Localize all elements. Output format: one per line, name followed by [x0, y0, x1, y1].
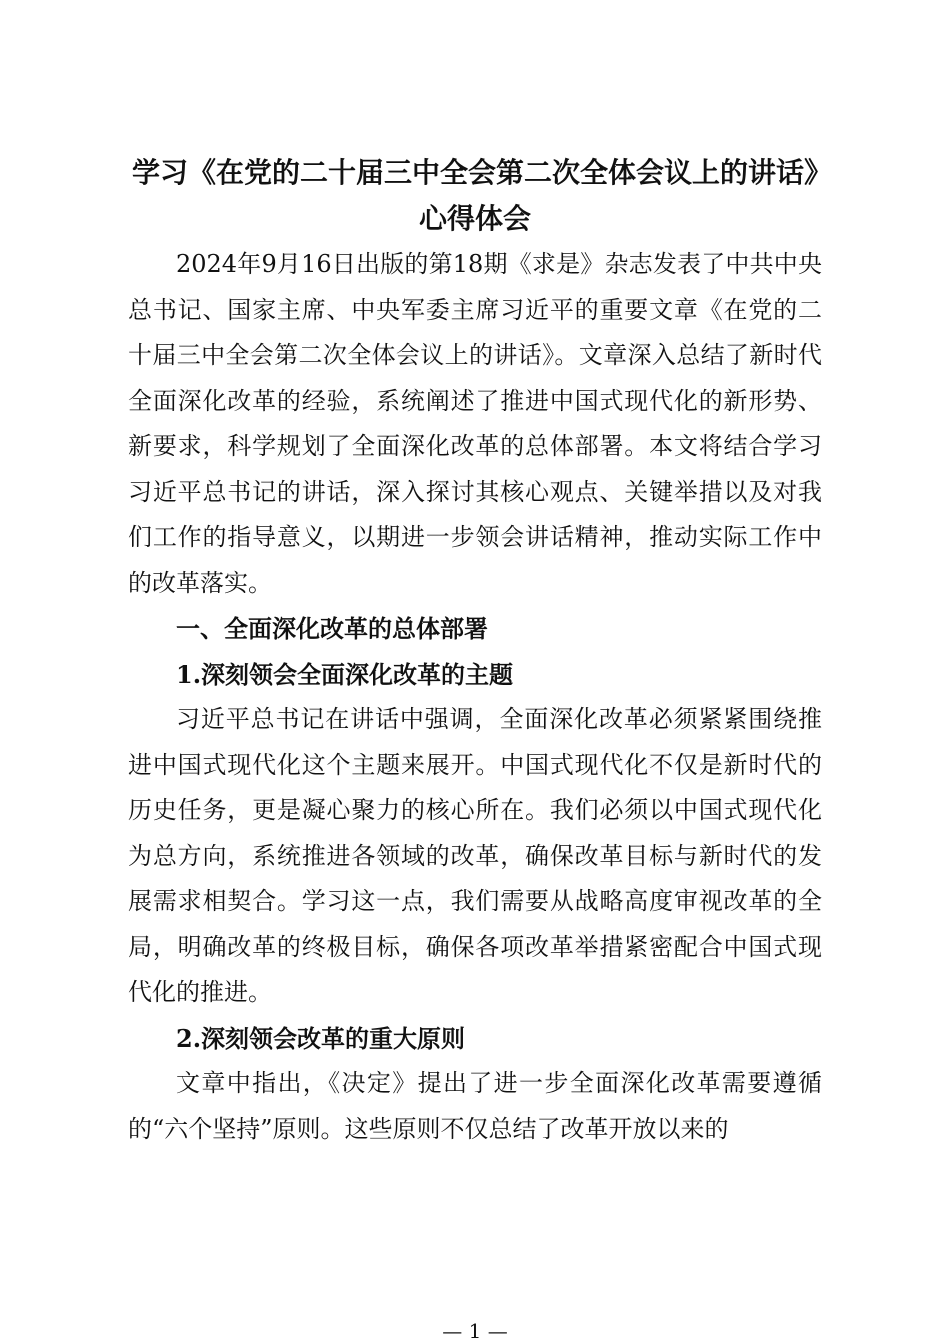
document-page [128, 150, 822, 1152]
document-title: 学习《在党的二十届三中全会第二次全体会议上的讲话》心得体会 [131, 156, 818, 235]
section-heading-1: 一、全面深化改革的总体部署 [176, 614, 488, 643]
subsection-heading-1: 1.深刻领会全面深化改革的主题 [176, 659, 514, 689]
paragraph-theme: 习近平总书记在讲话中强调，全面深化改革必须紧紧围绕推进中国式现代化这个主题来展开。中国式现代化不仅是新时代的历史任务，更是凝心聚力的核心所在。我们必须以中国式现代化为总方向，系统推进各领域的改革，确保改革目标与新时代的发展需求相契合。学习这一点，我们需要从战略高度审视改革的全局，明确改革的终极目标，确保各项改革举措紧密配合中国式现代化的推进。 [128, 705, 822, 1006]
subsection-heading-2: 2.深刻领会改革的重大原则 [176, 1023, 466, 1053]
paragraph-intro: 2024年9月16日出版的第18期《求是》杂志发表了中共中央总书记、国家主席、中央军委主席习近平的重要文章《在党的二十届三中全会第二次全体会议上的讲话》。文章深入总结了新时代全面深化改革的经验，系统阐述了推进中国式现代化的新形势、新要求，科学规划了全面深化改革的总体部署。本文将结合学习习近平总书记的讲话，深入探讨其核心观点、关键举措以及对我们工作的指导意义，以期进一步领会讲话精神，推动实际工作中的改革落实。 [128, 250, 822, 597]
paragraph-principles: 文章中指出，《决定》提出了进一步全面深化改革需要遵循的“六个坚持”原则。这些原则不仅总结了改革开放以来的 [128, 1069, 822, 1143]
page-number: — 1 — [442, 1319, 508, 1343]
